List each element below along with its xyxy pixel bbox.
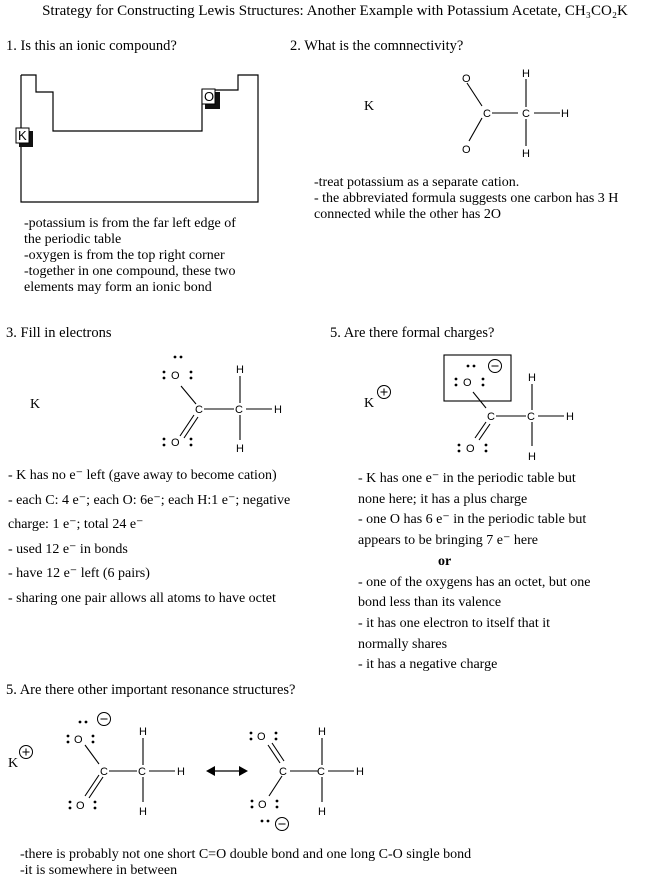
q3-heading: 3. Fill in electrons [6, 325, 112, 341]
list-item: - it has one electron to itself that it [358, 615, 551, 631]
list-item: - each C: 4 e⁻; each O: 6e⁻; each H:1 e⁻; negative [8, 492, 291, 508]
note-line: -oxygen is from the top right corner [24, 248, 225, 263]
hydrogen-atom: H [566, 411, 574, 423]
oxygen-atom: O [258, 799, 267, 811]
hydrogen-atom: H [236, 364, 244, 376]
oxygen-atom: O [171, 370, 180, 382]
potassium-label: K [18, 128, 27, 143]
q3-lewis-structure [150, 348, 300, 458]
hydrogen-atom: H [274, 404, 282, 416]
list-item: appears to be bringing 7 e⁻ here [358, 533, 538, 549]
oxygen-label: O [204, 89, 215, 104]
hydrogen-atom: H [561, 108, 569, 120]
list-item: - it has a negative charge [358, 657, 498, 673]
oxygen-atom: O [462, 144, 471, 156]
list-item: - used 12 e⁻ in bonds [8, 541, 128, 557]
hydrogen-atom: H [139, 726, 147, 738]
list-item: charge: 1 e⁻; total 24 e⁻ [8, 517, 144, 532]
q1-heading: 1. Is this an ionic compound? [6, 38, 177, 54]
q5-heading: 5. Are there other important resonance structures? [6, 682, 296, 698]
q5-cation: K [8, 756, 19, 771]
hydrogen-atom: H [318, 726, 326, 738]
list-item: - K has no e⁻ left (gave away to become cation) [8, 468, 277, 483]
q3-cation: K [30, 397, 41, 412]
highlight-box [444, 355, 511, 401]
periodic-table-outline [14, 68, 276, 208]
oxygen-atom: O [171, 437, 180, 449]
carbon-atom: C [279, 766, 287, 778]
hydrogen-atom: H [528, 451, 536, 463]
note-line: elements may form an ionic bond [24, 280, 212, 295]
carbon-atom: C [235, 404, 243, 416]
oxygen-atom: O [466, 443, 475, 455]
oxygen-atom: O [463, 377, 472, 389]
carbon-atom: C [100, 766, 108, 778]
oxygen-atom: O [76, 800, 85, 812]
resonance-structure-1 [55, 708, 205, 820]
hydrogen-atom: H [528, 372, 536, 384]
list-item: normally shares [358, 636, 448, 652]
hydrogen-atom: H [139, 806, 147, 818]
carbon-atom: C [522, 108, 530, 120]
q1-notes [24, 216, 236, 296]
hydrogen-atom: H [236, 443, 244, 455]
hydrogen-atom: H [522, 68, 530, 80]
q4-heading: 5. Are there formal charges? [330, 325, 495, 341]
hydrogen-atom: H [177, 766, 185, 778]
plus-charge-icon [18, 744, 34, 760]
or-label: or [438, 553, 452, 569]
carbon-atom: C [487, 411, 495, 423]
hydrogen-atom: H [318, 806, 326, 818]
q4-cation: K [364, 396, 375, 411]
list-item: - sharing one pair allows all atoms to have octet [8, 590, 276, 606]
list-item: - K has one e⁻ in the periodic table but [358, 471, 576, 486]
oxygen-atom: O [462, 73, 471, 85]
list-item: - one O has 6 e⁻ in the periodic table but [358, 512, 587, 528]
note-line: -potassium is from the far left edge of [24, 216, 236, 231]
q4-items [358, 469, 591, 676]
carbon-atom: C [317, 766, 325, 778]
list-item: - one of the oxygens has an octet, but one [358, 574, 591, 590]
hydrogen-atom: H [522, 148, 530, 160]
q3-items [8, 464, 290, 611]
carbon-atom: C [483, 108, 491, 120]
note-line: -it is somewhere in between [20, 863, 178, 878]
q2-cation: K [364, 99, 375, 114]
carbon-atom: C [138, 766, 146, 778]
carbon-atom: C [527, 411, 535, 423]
note-line: -treat potassium as a separate cation. [314, 175, 520, 190]
list-item: none here; it has a plus charge [358, 491, 528, 507]
q2-notes [314, 175, 618, 223]
q2-heading: 2. What is the comnnectivity? [290, 38, 464, 54]
hydrogen-atom: H [356, 766, 364, 778]
note-line: -there is probably not one short C=O double bond and one long C-O single bond [20, 847, 472, 862]
note-line: - the abbreviated formula suggests one carbon has 3 H [314, 191, 619, 206]
list-item: - have 12 e⁻ left (6 pairs) [8, 566, 150, 581]
list-item: bond less than its valence [358, 595, 502, 611]
plus-charge-icon [376, 384, 392, 400]
oxygen-atom: O [74, 734, 83, 746]
q5-notes [20, 847, 471, 879]
carbon-atom: C [195, 404, 203, 416]
page-title: Strategy for Constructing Lewis Structures: Another Example with Potassium Acetate, CH₃CO₂K [42, 3, 628, 19]
oxygen-atom: O [257, 731, 266, 743]
q2-connectivity-structure [440, 62, 590, 162]
q4-lewis-structure [442, 352, 592, 464]
note-line: the periodic table [24, 232, 122, 247]
note-line: connected while the other has 2O [314, 207, 501, 222]
note-line: -together in one compound, these two [24, 264, 236, 279]
resonance-structure-2 [238, 712, 388, 836]
